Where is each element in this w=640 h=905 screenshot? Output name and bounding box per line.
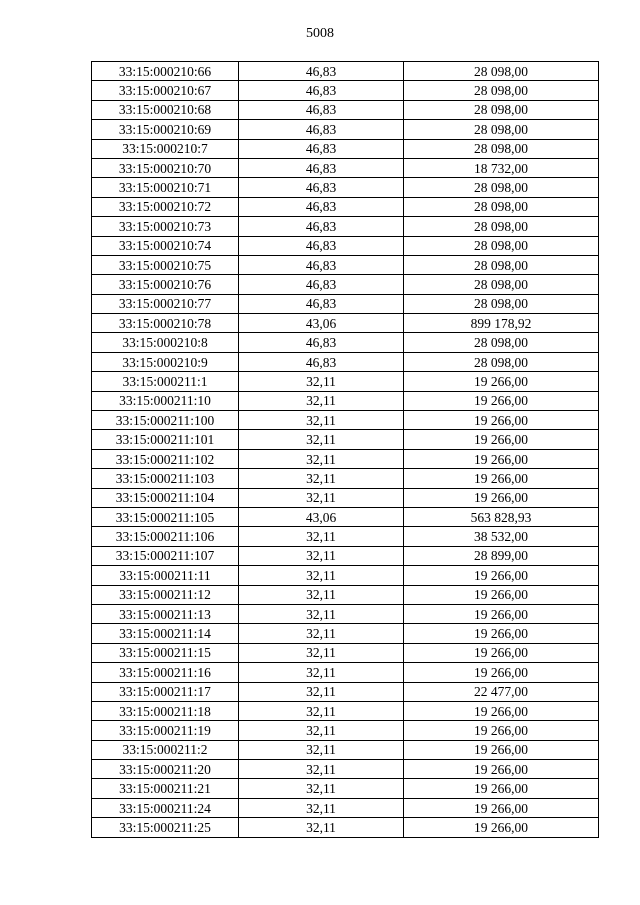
table-row xyxy=(92,585,599,604)
coefficient-cell: 46,83 xyxy=(239,236,404,255)
coefficient-cell: 46,83 xyxy=(239,62,404,81)
value-cell: 19 266,00 xyxy=(404,740,599,759)
value-cell: 28 098,00 xyxy=(404,62,599,81)
cadastral-number-cell: 33:15:000211:102 xyxy=(92,449,239,468)
value-cell: 19 266,00 xyxy=(404,585,599,604)
cadastral-number-cell: 33:15:000210:67 xyxy=(92,81,239,100)
coefficient-cell: 32,11 xyxy=(239,566,404,585)
value-cell: 19 266,00 xyxy=(404,566,599,585)
cadastral-number-cell: 33:15:000211:103 xyxy=(92,469,239,488)
table-row xyxy=(92,294,599,313)
cadastral-number-cell: 33:15:000210:70 xyxy=(92,158,239,177)
value-cell: 28 098,00 xyxy=(404,217,599,236)
value-cell: 19 266,00 xyxy=(404,372,599,391)
table-row xyxy=(92,372,599,391)
value-cell: 18 732,00 xyxy=(404,158,599,177)
coefficient-cell: 46,83 xyxy=(239,294,404,313)
table-row xyxy=(92,236,599,255)
value-cell: 28 098,00 xyxy=(404,197,599,216)
value-cell: 19 266,00 xyxy=(404,604,599,623)
value-cell: 28 098,00 xyxy=(404,120,599,139)
table-row xyxy=(92,139,599,158)
table-row xyxy=(92,275,599,294)
cadastral-number-cell: 33:15:000210:72 xyxy=(92,197,239,216)
table-row xyxy=(92,740,599,759)
value-cell: 19 266,00 xyxy=(404,391,599,410)
value-cell: 19 266,00 xyxy=(404,701,599,720)
coefficient-cell: 32,11 xyxy=(239,818,404,837)
cadastral-number-cell: 33:15:000211:21 xyxy=(92,779,239,798)
coefficient-cell: 43,06 xyxy=(239,507,404,526)
coefficient-cell: 46,83 xyxy=(239,197,404,216)
cadastral-number-cell: 33:15:000211:25 xyxy=(92,818,239,837)
value-cell: 19 266,00 xyxy=(404,779,599,798)
table-row xyxy=(92,120,599,139)
table-row xyxy=(92,507,599,526)
cadastral-number-cell: 33:15:000210:73 xyxy=(92,217,239,236)
coefficient-cell: 46,83 xyxy=(239,139,404,158)
coefficient-cell: 46,83 xyxy=(239,120,404,139)
coefficient-cell: 32,11 xyxy=(239,740,404,759)
coefficient-cell: 32,11 xyxy=(239,430,404,449)
coefficient-cell: 32,11 xyxy=(239,682,404,701)
cadastral-number-cell: 33:15:000210:75 xyxy=(92,255,239,274)
cadastral-number-cell: 33:15:000210:74 xyxy=(92,236,239,255)
table-row xyxy=(92,430,599,449)
value-cell: 19 266,00 xyxy=(404,663,599,682)
cadastral-number-cell: 33:15:000210:68 xyxy=(92,100,239,119)
table-row xyxy=(92,197,599,216)
coefficient-cell: 32,11 xyxy=(239,760,404,779)
value-cell: 19 266,00 xyxy=(404,624,599,643)
value-cell: 19 266,00 xyxy=(404,818,599,837)
table-row xyxy=(92,818,599,837)
cadastral-number-cell: 33:15:000211:2 xyxy=(92,740,239,759)
coefficient-cell: 32,11 xyxy=(239,411,404,430)
table-row xyxy=(92,701,599,720)
cadastral-number-cell: 33:15:000210:8 xyxy=(92,333,239,352)
coefficient-cell: 32,11 xyxy=(239,391,404,410)
cadastral-number-cell: 33:15:000210:7 xyxy=(92,139,239,158)
value-cell: 22 477,00 xyxy=(404,682,599,701)
cadastral-number-cell: 33:15:000211:18 xyxy=(92,701,239,720)
value-cell: 19 266,00 xyxy=(404,449,599,468)
coefficient-cell: 32,11 xyxy=(239,663,404,682)
cadastral-number-cell: 33:15:000210:66 xyxy=(92,62,239,81)
table-row xyxy=(92,333,599,352)
cadastral-number-cell: 33:15:000211:15 xyxy=(92,643,239,662)
table-row xyxy=(92,255,599,274)
cadastral-number-cell: 33:15:000210:77 xyxy=(92,294,239,313)
coefficient-cell: 32,11 xyxy=(239,372,404,391)
coefficient-cell: 32,11 xyxy=(239,779,404,798)
coefficient-cell: 46,83 xyxy=(239,81,404,100)
cadastral-number-cell: 33:15:000211:14 xyxy=(92,624,239,643)
coefficient-cell: 46,83 xyxy=(239,158,404,177)
cadastral-number-cell: 33:15:000211:1 xyxy=(92,372,239,391)
table-row xyxy=(92,604,599,623)
value-cell: 28 098,00 xyxy=(404,255,599,274)
cadastral-number-cell: 33:15:000211:13 xyxy=(92,604,239,623)
value-cell: 28 098,00 xyxy=(404,178,599,197)
value-cell: 28 899,00 xyxy=(404,546,599,565)
value-cell: 28 098,00 xyxy=(404,100,599,119)
coefficient-cell: 32,11 xyxy=(239,798,404,817)
cadastral-number-cell: 33:15:000211:16 xyxy=(92,663,239,682)
coefficient-cell: 46,83 xyxy=(239,217,404,236)
table-row xyxy=(92,798,599,817)
value-cell: 19 266,00 xyxy=(404,721,599,740)
table-row xyxy=(92,779,599,798)
cadastral-number-cell: 33:15:000211:11 xyxy=(92,566,239,585)
cadastral-number-cell: 33:15:000211:105 xyxy=(92,507,239,526)
table-row xyxy=(92,62,599,81)
coefficient-cell: 46,83 xyxy=(239,275,404,294)
value-cell: 28 098,00 xyxy=(404,139,599,158)
coefficient-cell: 32,11 xyxy=(239,449,404,468)
coefficient-cell: 32,11 xyxy=(239,624,404,643)
cadastral-number-cell: 33:15:000211:12 xyxy=(92,585,239,604)
value-cell: 38 532,00 xyxy=(404,527,599,546)
cadastral-number-cell: 33:15:000211:101 xyxy=(92,430,239,449)
table-row xyxy=(92,488,599,507)
coefficient-cell: 46,83 xyxy=(239,255,404,274)
value-cell: 19 266,00 xyxy=(404,760,599,779)
coefficient-cell: 32,11 xyxy=(239,488,404,507)
table-row xyxy=(92,682,599,701)
value-cell: 899 178,92 xyxy=(404,314,599,333)
table-row xyxy=(92,760,599,779)
value-cell: 28 098,00 xyxy=(404,294,599,313)
coefficient-cell: 32,11 xyxy=(239,546,404,565)
cadastral-number-cell: 33:15:000210:71 xyxy=(92,178,239,197)
table-row xyxy=(92,469,599,488)
table-row xyxy=(92,449,599,468)
coefficient-cell: 32,11 xyxy=(239,469,404,488)
table-row xyxy=(92,643,599,662)
coefficient-cell: 46,83 xyxy=(239,100,404,119)
table-row xyxy=(92,546,599,565)
cadastral-number-cell: 33:15:000211:107 xyxy=(92,546,239,565)
table-row xyxy=(92,352,599,371)
value-cell: 563 828,93 xyxy=(404,507,599,526)
table-row xyxy=(92,100,599,119)
value-cell: 19 266,00 xyxy=(404,411,599,430)
table-row xyxy=(92,566,599,585)
coefficient-cell: 43,06 xyxy=(239,314,404,333)
table-row xyxy=(92,624,599,643)
table-row xyxy=(92,178,599,197)
cadastral-number-cell: 33:15:000211:24 xyxy=(92,798,239,817)
value-cell: 28 098,00 xyxy=(404,333,599,352)
table-body xyxy=(92,62,599,838)
value-cell: 19 266,00 xyxy=(404,488,599,507)
coefficient-cell: 46,83 xyxy=(239,333,404,352)
table-row xyxy=(92,411,599,430)
coefficient-cell: 32,11 xyxy=(239,585,404,604)
page-number: 5008 xyxy=(306,26,334,41)
coefficient-cell: 46,83 xyxy=(239,352,404,371)
coefficient-cell: 32,11 xyxy=(239,721,404,740)
coefficient-cell: 32,11 xyxy=(239,527,404,546)
value-cell: 19 266,00 xyxy=(404,430,599,449)
cadastral-number-cell: 33:15:000211:106 xyxy=(92,527,239,546)
table-row xyxy=(92,314,599,333)
cadastral-number-cell: 33:15:000211:17 xyxy=(92,682,239,701)
value-cell: 28 098,00 xyxy=(404,352,599,371)
cadastral-number-cell: 33:15:000210:9 xyxy=(92,352,239,371)
value-cell: 28 098,00 xyxy=(404,236,599,255)
coefficient-cell: 46,83 xyxy=(239,178,404,197)
cadastral-number-cell: 33:15:000210:76 xyxy=(92,275,239,294)
coefficient-cell: 32,11 xyxy=(239,701,404,720)
table-row xyxy=(92,217,599,236)
table-row xyxy=(92,391,599,410)
cadastre-table xyxy=(91,61,599,838)
cadastral-number-cell: 33:15:000211:20 xyxy=(92,760,239,779)
cadastral-number-cell: 33:15:000211:104 xyxy=(92,488,239,507)
cadastral-number-cell: 33:15:000211:19 xyxy=(92,721,239,740)
value-cell: 19 266,00 xyxy=(404,643,599,662)
table-row xyxy=(92,527,599,546)
value-cell: 19 266,00 xyxy=(404,798,599,817)
table-row xyxy=(92,158,599,177)
value-cell: 28 098,00 xyxy=(404,275,599,294)
coefficient-cell: 32,11 xyxy=(239,643,404,662)
cadastral-number-cell: 33:15:000211:100 xyxy=(92,411,239,430)
coefficient-cell: 32,11 xyxy=(239,604,404,623)
value-cell: 19 266,00 xyxy=(404,469,599,488)
cadastral-number-cell: 33:15:000210:78 xyxy=(92,314,239,333)
cadastral-number-cell: 33:15:000210:69 xyxy=(92,120,239,139)
table-row xyxy=(92,81,599,100)
table-row xyxy=(92,663,599,682)
table-row xyxy=(92,721,599,740)
cadastral-number-cell: 33:15:000211:10 xyxy=(92,391,239,410)
value-cell: 28 098,00 xyxy=(404,81,599,100)
